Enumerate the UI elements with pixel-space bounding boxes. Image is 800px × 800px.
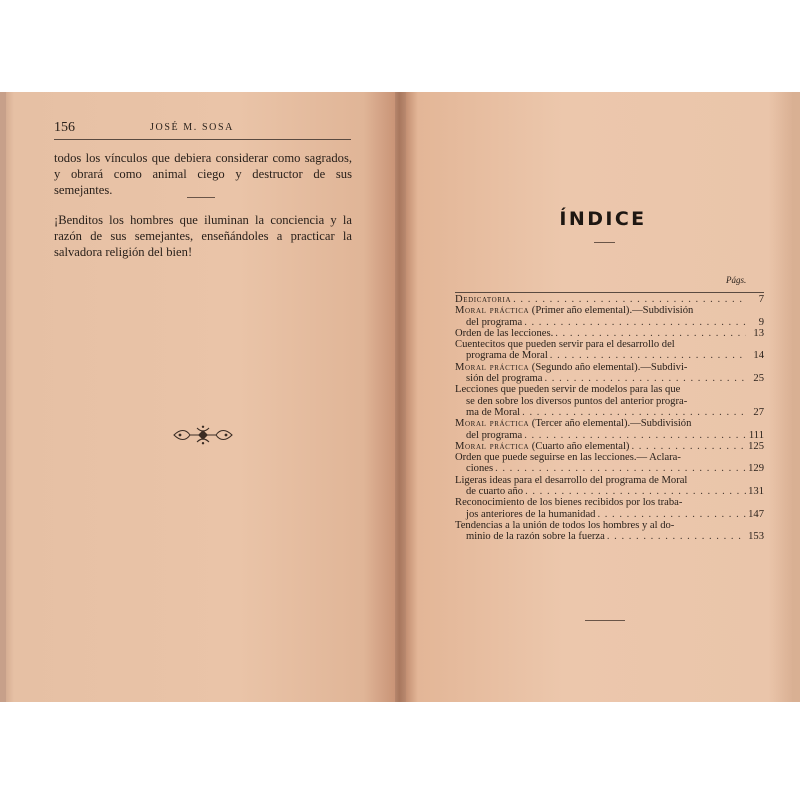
toc-entry-line: [455, 350, 764, 361]
toc-entry-text: [455, 294, 511, 305]
toc-entry-line: [455, 520, 764, 531]
toc-entry-text: [455, 520, 674, 531]
toc-entry-title: se den sobre los diversos puntos del anterior progra-: [466, 395, 688, 407]
toc-page-number: 7: [758, 294, 764, 305]
dot-leader: [605, 531, 746, 542]
toc-entry-text: [455, 497, 682, 508]
toc-entry-title: Ligeras ideas para el desarrollo del programa de Moral: [455, 474, 688, 486]
toc-entry-line: [455, 396, 764, 407]
toc-page-number: 13: [753, 327, 764, 339]
toc-entry-title: Orden que puede seguirse en las lecciones.— Aclara-: [455, 452, 681, 464]
right-page-edge: [792, 92, 800, 702]
toc-page-number: 14: [753, 350, 764, 362]
dot-leader: [511, 294, 746, 305]
toc-section-name: Dedicatoria: [455, 294, 512, 305]
dot-leader: [595, 509, 746, 520]
toc-page-number: 111: [748, 429, 764, 441]
toc-page-number: 147: [748, 508, 764, 520]
toc-entry-text: [455, 441, 629, 452]
toc-entry-text: [455, 305, 693, 316]
toc-entry-line: [455, 509, 764, 520]
toc-page-number: 153: [748, 531, 764, 543]
toc-entry-text: [455, 384, 680, 395]
dot-leader: [548, 350, 746, 361]
toc-entry-title: minio de la razón sobre la fuerza: [466, 531, 605, 543]
book-spread: [0, 92, 800, 702]
toc-entry-line: [455, 463, 764, 474]
toc-entry-text: [455, 430, 522, 441]
end-divider: [585, 620, 625, 621]
title-divider: [594, 242, 615, 243]
dot-leader: [493, 463, 746, 474]
left-page: [0, 92, 395, 702]
toc-section-name: Moral práctica: [455, 305, 530, 317]
running-head: [54, 120, 350, 138]
toc-entry-title: Orden de las lecciones.: [455, 327, 554, 339]
toc-entry-line: [455, 531, 764, 542]
toc-entry-title: Reconocimiento de los bienes recibidos por los traba-: [455, 497, 683, 509]
toc-entry-line: [455, 339, 764, 350]
toc-entry-line: [455, 497, 764, 508]
fleuron-ornament-icon: [172, 425, 234, 445]
toc-entry-title: sión del programa: [466, 373, 543, 385]
toc-entry-text: [455, 418, 691, 429]
table-of-contents: [455, 294, 764, 543]
right-page: [406, 92, 800, 702]
dot-leader: [553, 328, 746, 339]
toc-page-number: 131: [748, 486, 764, 498]
toc-entry-title: (Tercer año elemental).—Subdivisión: [529, 418, 692, 430]
toc-entry-line: [455, 328, 764, 339]
toc-entry-text: [455, 531, 605, 542]
toc-entry-text: [455, 339, 675, 350]
toc-entry-line: [455, 384, 764, 395]
toc-page-number: 129: [748, 463, 764, 475]
toc-entry-line: [455, 373, 764, 384]
toc-entry-text: [455, 486, 523, 497]
toc-entry-text: [455, 328, 553, 339]
dot-leader: [522, 317, 746, 328]
toc-page-number: 27: [753, 406, 764, 418]
running-title: JOSÉ M. SOSA: [150, 122, 234, 133]
body-paragraph: ¡Benditos los hombres que iluminan la conciencia y la razón de sus semejantes, enseñándoles a practicar la salvadora religión del bien!: [54, 213, 352, 259]
toc-entry-text: [455, 407, 520, 418]
toc-page-number: 25: [753, 373, 764, 385]
toc-entry-title: programa de Moral: [466, 350, 548, 362]
toc-entry-text: [455, 396, 687, 407]
index-title: ÍNDICE: [559, 208, 647, 230]
toc-entry-title: Tendencias a la unión de todos los hombres y al do-: [455, 519, 675, 531]
toc-entry-title: Cuentecitos que pueden servir para el desarrollo del: [455, 339, 675, 351]
body-paragraph: todos los vínculos que debiera considerar como sagrados, y obrará como animal ciego y destructor de sus semejantes.: [54, 151, 352, 197]
toc-entry-line: [455, 317, 764, 328]
toc-entry-text: [455, 463, 493, 474]
toc-entry-title: del programa: [466, 429, 523, 441]
toc-entry-line: [455, 452, 764, 463]
toc-entry-text: [455, 373, 543, 384]
toc-entry-text: [455, 362, 687, 373]
toc-page-number: 9: [758, 316, 764, 328]
toc-entry-title: (Primer año elemental).—Subdivisión: [529, 305, 694, 317]
toc-page-number: 125: [748, 440, 764, 452]
toc-entry-line: [455, 362, 764, 373]
toc-section-name: Moral práctica: [455, 418, 530, 430]
dot-leader: [629, 441, 746, 452]
toc-entry-line: [455, 418, 764, 429]
toc-entry-line: [455, 475, 764, 486]
toc-entry-text: [455, 317, 522, 328]
toc-section-name: Moral práctica: [455, 440, 530, 452]
toc-entry-title: Lecciones que pueden servir de modelos para las que: [455, 384, 681, 396]
header-rule: [54, 139, 351, 140]
toc-entry-title: (Cuarto año elemental): [529, 440, 630, 452]
toc-entry-line: [455, 305, 764, 316]
toc-entry-title: (Segundo año elemental).—Subdivi-: [529, 361, 688, 373]
dot-leader: [520, 407, 746, 418]
toc-entry-title: de cuarto año: [466, 486, 524, 498]
toc-entry-text: [455, 475, 687, 486]
dot-leader: [522, 430, 746, 441]
toc-section-name: Moral práctica: [455, 361, 530, 373]
page-number: 156: [54, 120, 75, 135]
toc-top-rule: [455, 292, 764, 293]
book-gutter: [395, 92, 406, 702]
toc-entry-text: [455, 509, 595, 520]
toc-entry-title: ma de Moral: [466, 406, 521, 418]
toc-entry-text: [455, 350, 548, 361]
left-page-edge: [0, 92, 6, 702]
toc-entry-title: del programa: [466, 316, 523, 328]
toc-entry-line: [455, 407, 764, 418]
toc-entry-line: [455, 430, 764, 441]
toc-entry-line: [455, 294, 764, 305]
section-divider: [187, 197, 215, 198]
toc-entry-line: [455, 441, 764, 452]
dot-leader: [543, 373, 747, 384]
dot-leader: [523, 486, 746, 497]
toc-entry-text: [455, 452, 681, 463]
toc-entry-title: ciones: [466, 463, 494, 475]
toc-entry-title: jos anteriores de la humanidad: [466, 508, 596, 520]
toc-entry-line: [455, 486, 764, 497]
pages-column-label: Págs.: [726, 275, 747, 285]
